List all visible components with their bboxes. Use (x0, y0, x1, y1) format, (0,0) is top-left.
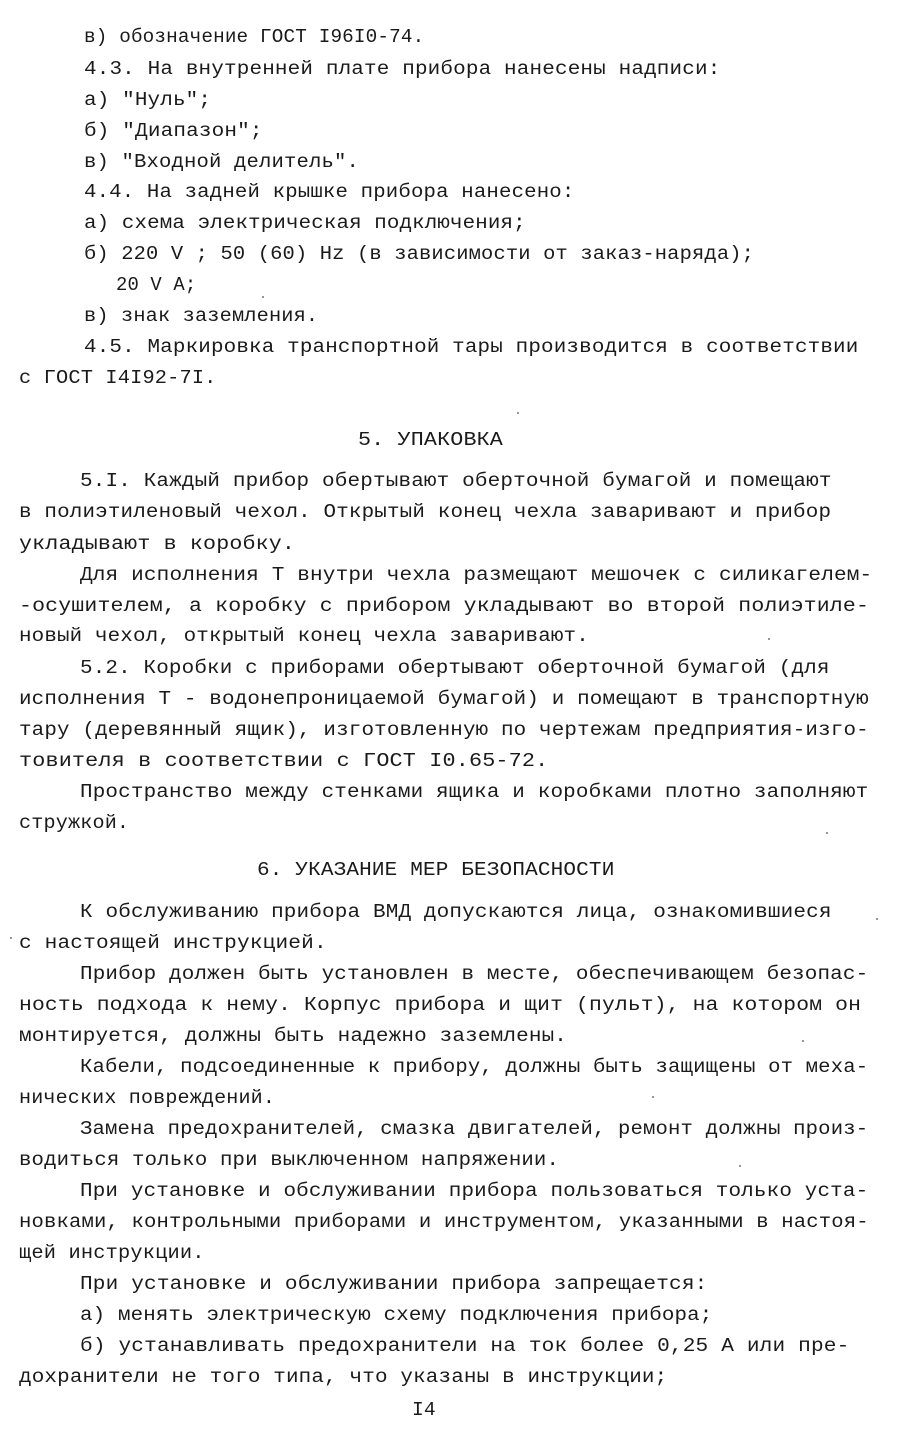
sec4-line-4: б) "Диапазон"; (84, 120, 263, 142)
sec5-line-1: 5.I. Каждый прибор обертывают оберточной бумагой и помещают (80, 470, 832, 492)
sec6-line-9: водиться только при выключенном напряжении. (19, 1149, 560, 1171)
sec6-line-1: К обслуживанию прибора ВМД допускаются лица, ознакомившиеся (80, 901, 832, 923)
section-5-heading: 5. УПАКОВКА (358, 429, 503, 451)
sec6-line-10: При установке и обслуживании прибора пользоваться только уста- (80, 1180, 869, 1202)
sec5-line-2: в полиэтиленовый чехол. Открытый конец чехла заваривают и прибор (19, 501, 832, 523)
sec6-line-11: новками, контрольными приборами и инструментом, указанными в настоя- (19, 1211, 869, 1233)
sec6-line-2: с настоящей инструкцией. (19, 932, 327, 954)
page-number: I4 (412, 1399, 436, 1421)
scan-speck (876, 918, 878, 920)
sec4-line-12: с ГОСТ I4I92-7I. (19, 367, 217, 389)
sec5-line-5: -осушителем, а коробку с прибором укладывают во второй полиэтиле- (19, 595, 870, 617)
sec4-line-5: в) "Входной делитель". (84, 151, 359, 173)
scan-speck (10, 937, 12, 939)
sec5-line-7: 5.2. Коробки с приборами обертывают оберточной бумагой (для (80, 657, 830, 679)
sec4-line-7: а) схема электрическая подключения; (84, 212, 526, 234)
scan-speck (262, 296, 264, 298)
sec6-line-6: Кабели, подсоединенные к прибору, должны быть защищены от меха- (80, 1056, 869, 1078)
sec5-line-3: укладывают в коробку. (19, 533, 296, 555)
sec4-line-11: 4.5. Маркировка транспортной тары производится в соответствии (84, 336, 859, 358)
sec4-line-3: а) "Нуль"; (84, 89, 212, 111)
sec4-line-10: в) знак заземления. (84, 305, 319, 327)
sec4-line-1: в) обозначение ГОСТ I96I0-74. (84, 26, 425, 48)
sec6-line-12: щей инструкции. (19, 1242, 205, 1264)
sec6-line-16: дохранители не того типа, что указаны в инструкции; (19, 1366, 668, 1388)
sec6-line-8: Замена предохранителей, смазка двигателей, ремонт должны произ- (80, 1118, 869, 1140)
scan-speck (802, 1040, 804, 1042)
sec6-line-15: б) устанавливать предохранители на ток более 0,25 А или пре- (80, 1335, 850, 1357)
scan-speck (739, 1165, 741, 1167)
sec6-line-5: монтируется, должны быть надежно заземлены. (19, 1025, 568, 1047)
sec4-line-8: б) 220 V ; 50 (60) Hz (в зависимости от заказ-наряда); (84, 243, 755, 265)
sec5-line-4: Для исполнения Т внутри чехла размещают мешочек с силикагелем- (80, 564, 873, 586)
sec4-line-6: 4.4. На задней крышке прибора нанесено: (84, 181, 575, 203)
sec5-line-12: стружкой. (19, 812, 130, 834)
scan-speck (768, 638, 770, 640)
sec5-line-10: товителя в соответствии с ГОСТ I0.65-72. (19, 750, 549, 772)
sec5-line-6: новый чехол, открытый конец чехла заваривают. (19, 625, 589, 647)
section-6-heading: 6. УКАЗАНИЕ МЕР БЕЗОПАСНОСТИ (257, 859, 615, 881)
sec6-line-3: Прибор должен быть установлен в месте, обеспечивающем безопас- (80, 963, 869, 985)
sec5-line-11: Пространство между стенками ящика и коробками плотно заполняют (80, 781, 869, 803)
sec6-line-13: При установке и обслуживании прибора запрещается: (80, 1273, 708, 1295)
scan-speck (517, 412, 519, 414)
scan-speck (826, 832, 828, 834)
scan-speck (652, 1096, 654, 1098)
sec6-line-4: ность подхода к нему. Корпус прибора и щит (пульт), на котором он (19, 994, 862, 1016)
sec4-line-2: 4.3. На внутренней плате прибора нанесены надписи: (84, 58, 721, 80)
sec5-line-8: исполнения Т - водонепроницаемой бумагой) и помещают в транспортную (19, 688, 869, 710)
sec5-line-9: тару (деревянный ящик), изготовленную по чертежам предприятия-изго- (19, 719, 869, 741)
sec6-line-14: а) менять электрическую схему подключения прибора; (80, 1304, 713, 1326)
sec4-line-9: 20 V A; (116, 274, 197, 296)
sec6-line-7: нических повреждений. (19, 1087, 276, 1109)
